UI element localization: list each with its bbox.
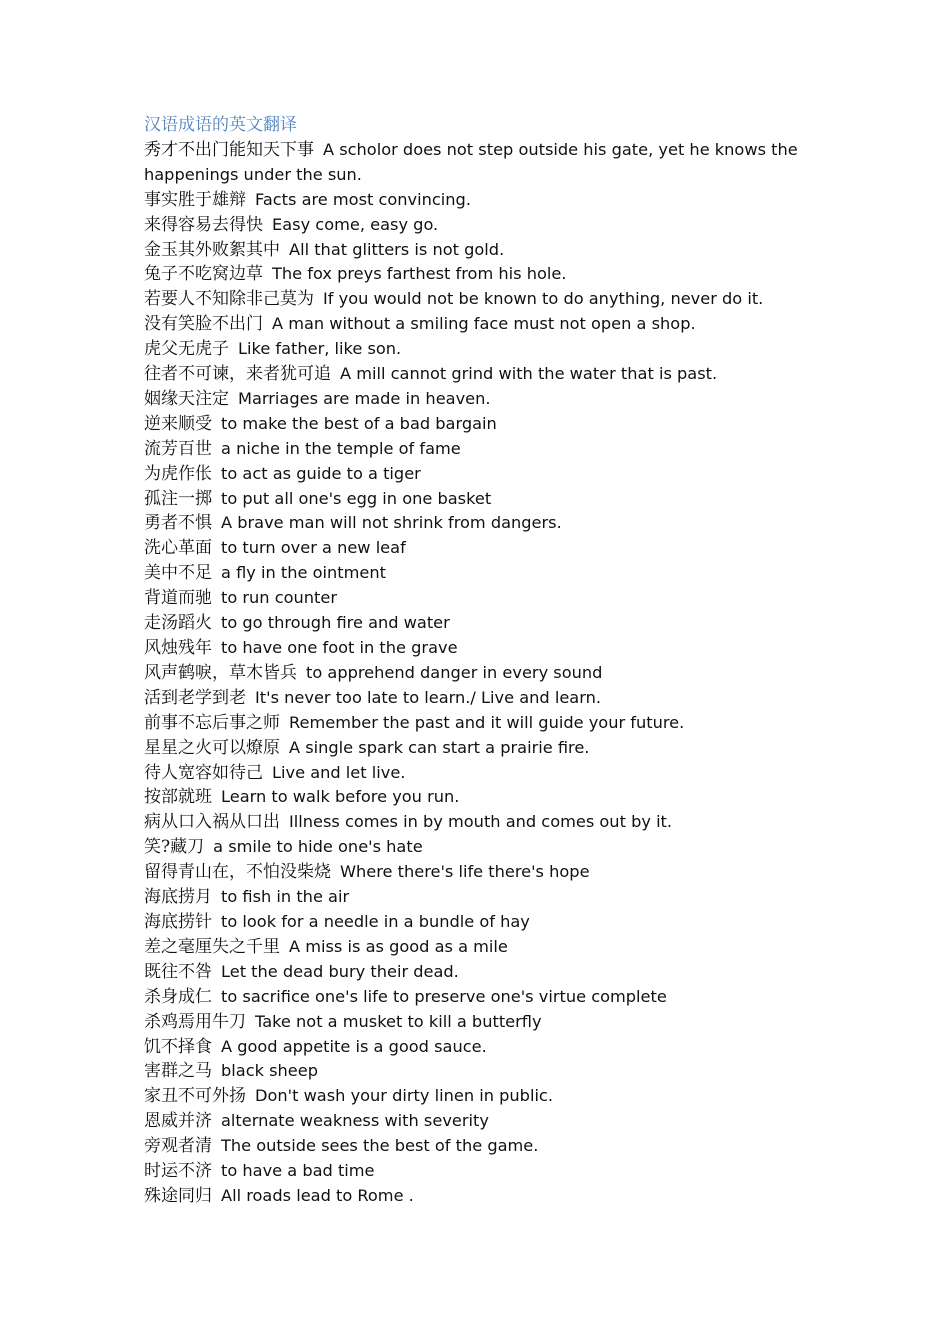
idiom-entry <box>144 138 824 188</box>
idiom-chinese: 星星之火可以燎原 <box>144 737 280 758</box>
idiom-english: a niche in the temple of fame <box>221 438 461 458</box>
idiom-english: to look for a needle in a bundle of hay <box>221 911 530 931</box>
idiom-chinese: 既往不咎 <box>144 961 212 982</box>
idiom-entry <box>144 711 824 736</box>
idiom-entry <box>144 287 824 312</box>
document-body <box>144 113 824 1209</box>
idiom-chinese: 饥不择食 <box>144 1036 212 1057</box>
idiom-entry <box>144 213 824 238</box>
idiom-entry <box>144 312 824 337</box>
idiom-entry <box>144 761 824 786</box>
idiom-chinese: 前事不忘后事之师 <box>144 712 280 733</box>
idiom-chinese: 差之毫厘失之千里 <box>144 936 280 957</box>
idiom-chinese: 留得青山在，不怕没柴烧 <box>144 862 331 883</box>
idiom-entry <box>144 885 824 910</box>
idiom-chinese: 事实胜于雄辩 <box>144 189 246 210</box>
idiom-chinese: 没有笑脸不出门 <box>144 314 263 335</box>
idiom-english: A brave man will not shrink from dangers. <box>221 513 562 533</box>
idiom-english: alternate weakness with severity <box>221 1111 489 1131</box>
idiom-entry <box>144 412 824 437</box>
idiom-chinese: 美中不足 <box>144 563 212 584</box>
idiom-english: Live and let live. <box>272 762 406 782</box>
idiom-english: Let the dead bury their dead. <box>221 961 459 981</box>
idiom-entry <box>144 337 824 362</box>
idiom-english: Facts are most convincing. <box>255 189 471 209</box>
idiom-chinese: 时运不济 <box>144 1161 212 1182</box>
idiom-english: a fly in the ointment <box>221 563 386 583</box>
idiom-chinese: 兔子不吃窝边草 <box>144 264 263 285</box>
idiom-entry <box>144 238 824 263</box>
idiom-entry <box>144 985 824 1010</box>
idiom-english: All roads lead to Rome . <box>221 1185 414 1205</box>
idiom-english: The outside sees the best of the game. <box>221 1136 539 1156</box>
idiom-entry <box>144 1059 824 1084</box>
idiom-chinese: 孤注一掷 <box>144 488 212 509</box>
idiom-entry <box>144 860 824 885</box>
idiom-entry <box>144 561 824 586</box>
idiom-chinese: 病从口入祸从口出 <box>144 812 280 833</box>
idiom-english: The fox preys farthest from his hole. <box>272 264 567 284</box>
idiom-chinese: 洗心革面 <box>144 538 212 559</box>
idiom-chinese: 来得容易去得快 <box>144 214 263 235</box>
idiom-chinese: 往者不可谏，来者犹可追 <box>144 364 331 385</box>
idiom-chinese: 家丑不可外扬 <box>144 1086 246 1107</box>
idiom-english: black sheep <box>221 1061 318 1081</box>
idiom-english: to make the best of a bad bargain <box>221 413 497 433</box>
idiom-chinese: 海底捞月 <box>144 887 212 908</box>
idiom-english: Marriages are made in heaven. <box>238 388 491 408</box>
idiom-entry <box>144 611 824 636</box>
idiom-english: It's never too late to learn./ Live and learn. <box>255 687 601 707</box>
idiom-entry <box>144 1010 824 1035</box>
idiom-entry <box>144 586 824 611</box>
idiom-english: A good appetite is a good sauce. <box>221 1036 487 1056</box>
idiom-english: to put all one's egg in one basket <box>221 488 492 508</box>
idiom-english: A mill cannot grind with the water that is past. <box>340 364 718 384</box>
idiom-english: to act as guide to a tiger <box>221 463 421 483</box>
idiom-entry <box>144 536 824 561</box>
idiom-chinese: 金玉其外败絮其中 <box>144 239 280 260</box>
idiom-english: A miss is as good as a mile <box>289 936 508 956</box>
idiom-entry <box>144 511 824 536</box>
idiom-chinese: 杀鸡焉用牛刀 <box>144 1011 246 1032</box>
idiom-entry <box>144 1134 824 1159</box>
idiom-english: All that glitters is not gold. <box>289 239 505 259</box>
idiom-entry <box>144 1084 824 1109</box>
idiom-english: to turn over a new leaf <box>221 538 406 558</box>
idiom-entry <box>144 362 824 387</box>
idiom-chinese: 若要人不知除非己莫为 <box>144 289 314 310</box>
idiom-chinese: 虎父无虎子 <box>144 339 229 360</box>
idiom-entry <box>144 487 824 512</box>
idiom-english: Remember the past and it will guide your future. <box>289 712 685 732</box>
idiom-english: to have one foot in the grave <box>221 638 458 658</box>
idiom-chinese: 待人宽容如待己 <box>144 762 263 783</box>
idiom-entry <box>144 910 824 935</box>
idiom-chinese: 海底捞针 <box>144 911 212 932</box>
idiom-chinese: 走汤蹈火 <box>144 613 212 634</box>
idiom-chinese: 活到老学到老 <box>144 687 246 708</box>
idiom-list <box>144 138 824 1209</box>
idiom-chinese: 勇者不惧 <box>144 513 212 534</box>
idiom-english: a smile to hide one's hate <box>213 837 423 857</box>
idiom-english: Where there's life there's hope <box>340 862 590 882</box>
idiom-chinese: 风声鹤唳，草木皆兵 <box>144 662 297 683</box>
idiom-entry <box>144 686 824 711</box>
idiom-entry <box>144 1159 824 1184</box>
idiom-english: to run counter <box>221 588 337 608</box>
idiom-chinese: 逆来顺受 <box>144 413 212 434</box>
idiom-entry <box>144 1184 824 1209</box>
idiom-english: to sacrifice one's life to preserve one's virtue complete <box>221 986 667 1006</box>
idiom-entry <box>144 188 824 213</box>
idiom-chinese: 秀才不出门能知天下事 <box>144 139 314 160</box>
idiom-chinese: 姻缘天注定 <box>144 388 229 409</box>
idiom-english: Illness comes in by mouth and comes out by it. <box>289 812 673 832</box>
idiom-chinese: 按部就班 <box>144 787 212 808</box>
idiom-english: to fish in the air <box>221 887 350 907</box>
idiom-english: Like father, like son. <box>238 339 402 359</box>
idiom-entry <box>144 1109 824 1134</box>
idiom-entry <box>144 437 824 462</box>
idiom-chinese: 风烛残年 <box>144 638 212 659</box>
idiom-english: A scholor does not step outside his gate, yet he knows the happenings under the sun. <box>144 139 798 184</box>
idiom-chinese: 流芳百世 <box>144 438 212 459</box>
idiom-entry <box>144 935 824 960</box>
idiom-chinese: 害群之马 <box>144 1061 212 1082</box>
idiom-entry <box>144 262 824 287</box>
idiom-entry <box>144 835 824 860</box>
idiom-english: A single spark can start a prairie fire. <box>289 737 590 757</box>
idiom-chinese: 殊途同归 <box>144 1185 212 1206</box>
idiom-entry <box>144 387 824 412</box>
idiom-entry <box>144 462 824 487</box>
document-title: 汉语成语的英文翻译 <box>144 115 297 135</box>
idiom-english: If you would not be known to do anything, never do it. <box>323 289 764 309</box>
idiom-english: Take not a musket to kill a butterfly <box>255 1011 542 1031</box>
idiom-entry <box>144 661 824 686</box>
idiom-entry <box>144 736 824 761</box>
idiom-english: A man without a smiling face must not open a shop. <box>272 314 696 334</box>
idiom-chinese: 旁观者清 <box>144 1136 212 1157</box>
idiom-chinese: 笑?藏刀 <box>144 837 205 858</box>
idiom-english: to go through fire and water <box>221 613 450 633</box>
idiom-entry <box>144 810 824 835</box>
idiom-english: Don't wash your dirty linen in public. <box>255 1086 553 1106</box>
idiom-english: Easy come, easy go. <box>272 214 439 234</box>
idiom-english: Learn to walk before you run. <box>221 787 460 807</box>
idiom-entry <box>144 960 824 985</box>
idiom-entry <box>144 636 824 661</box>
idiom-chinese: 为虎作伥 <box>144 463 212 484</box>
idiom-chinese: 恩威并济 <box>144 1111 212 1132</box>
idiom-english: to apprehend danger in every sound <box>306 662 603 682</box>
idiom-chinese: 杀身成仁 <box>144 986 212 1007</box>
idiom-entry <box>144 1035 824 1060</box>
idiom-entry <box>144 785 824 810</box>
idiom-english: to have a bad time <box>221 1161 375 1181</box>
idiom-chinese: 背道而驰 <box>144 588 212 609</box>
